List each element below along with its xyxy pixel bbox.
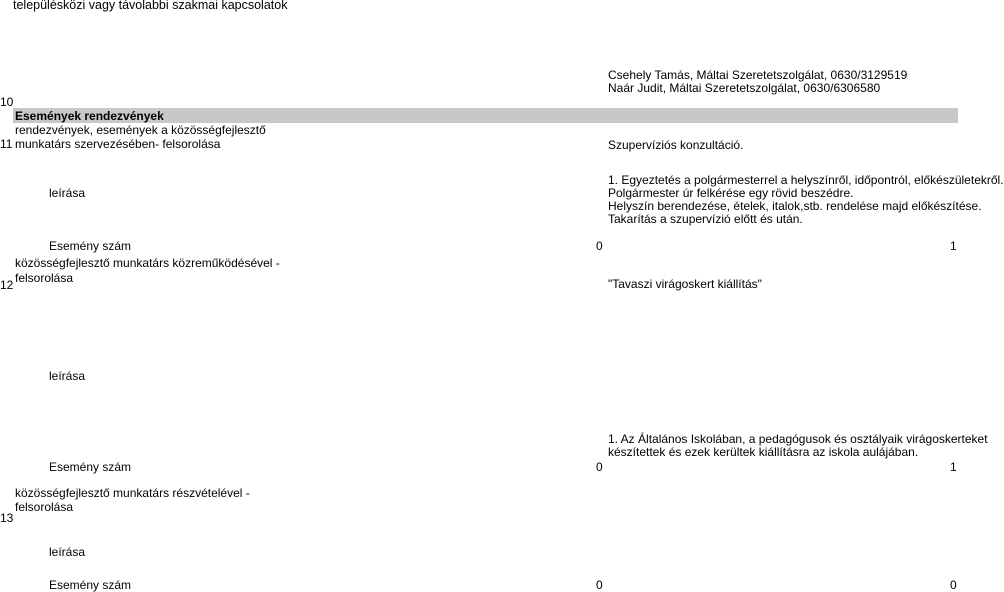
- row13-event-count-a: 0: [596, 578, 603, 592]
- row11-desc-line-4: Takarítás a szupervízió előtt és után.: [608, 212, 803, 226]
- row11-desc-line-3: Helyszín berendezése, ételek, italok,stb. rendelése majd előkészítése.: [608, 199, 982, 213]
- row13-event-count-b: 0: [950, 578, 957, 592]
- row11-label-line-1: rendezvények, események a közösségfejlesztő: [15, 123, 266, 137]
- row12-label-line-1: közösségfejlesztő munkatárs közreműködésével -: [15, 256, 280, 270]
- row13-label-line-2: felsorolása: [15, 500, 74, 514]
- row13-event-count-label: Esemény szám: [49, 578, 132, 592]
- row11-leirasa-label: leírása: [49, 186, 86, 200]
- row-number-13: 13: [0, 511, 14, 525]
- row13-leirasa-label: leírása: [49, 545, 86, 559]
- row11-desc-line-1: 1. Egyeztetés a polgármesterrel a helyszínről, időpontról, előkészületekről.: [608, 173, 1004, 187]
- row11-value: Szupervíziós konzultáció.: [608, 138, 744, 152]
- row12-event-count-a: 0: [596, 460, 603, 474]
- row12-event-count-b: 1: [950, 460, 957, 474]
- row12-value: "Tavaszi virágoskert kiállítás": [608, 277, 762, 291]
- row12-leirasa-label: leírása: [49, 369, 86, 383]
- row12-desc-line-2: készítettek és ezek kerültek kiállításra az iskola aulájában.: [608, 445, 919, 459]
- row11-event-count-a: 0: [596, 239, 603, 253]
- row-number-11: 11: [0, 137, 13, 151]
- section-title: Események rendezvények: [15, 109, 164, 123]
- row-number-10: 10: [0, 95, 14, 109]
- row12-label-line-2: felsorolása: [15, 271, 74, 285]
- section-header: településközi vagy távolabbi szakmai kapcsolatok: [13, 0, 288, 12]
- row12-desc-line-1: 1. Az Általános Iskolában, a pedagógusok és osztályaik virágoskerteket: [608, 432, 988, 446]
- contact-line-1: Csehely Tamás, Máltai Szeretetszolgálat, 0630/3129519: [608, 68, 908, 82]
- contact-line-2: Naár Judit, Máltai Szeretetszolgálat, 0630/6306580: [608, 81, 881, 95]
- row11-event-count-label: Esemény szám: [49, 239, 132, 253]
- row-number-12: 12: [0, 278, 14, 292]
- row11-event-count-b: 1: [950, 239, 957, 253]
- row13-label-line-1: közösségfejlesztő munkatárs részvételével -: [15, 486, 250, 500]
- row11-desc-line-2: Polgármester úr felkérése egy rövid beszédre.: [608, 186, 854, 200]
- row12-event-count-label: Esemény szám: [49, 460, 132, 474]
- row11-label-line-2: munkatárs szervezésében- felsorolása: [15, 137, 221, 151]
